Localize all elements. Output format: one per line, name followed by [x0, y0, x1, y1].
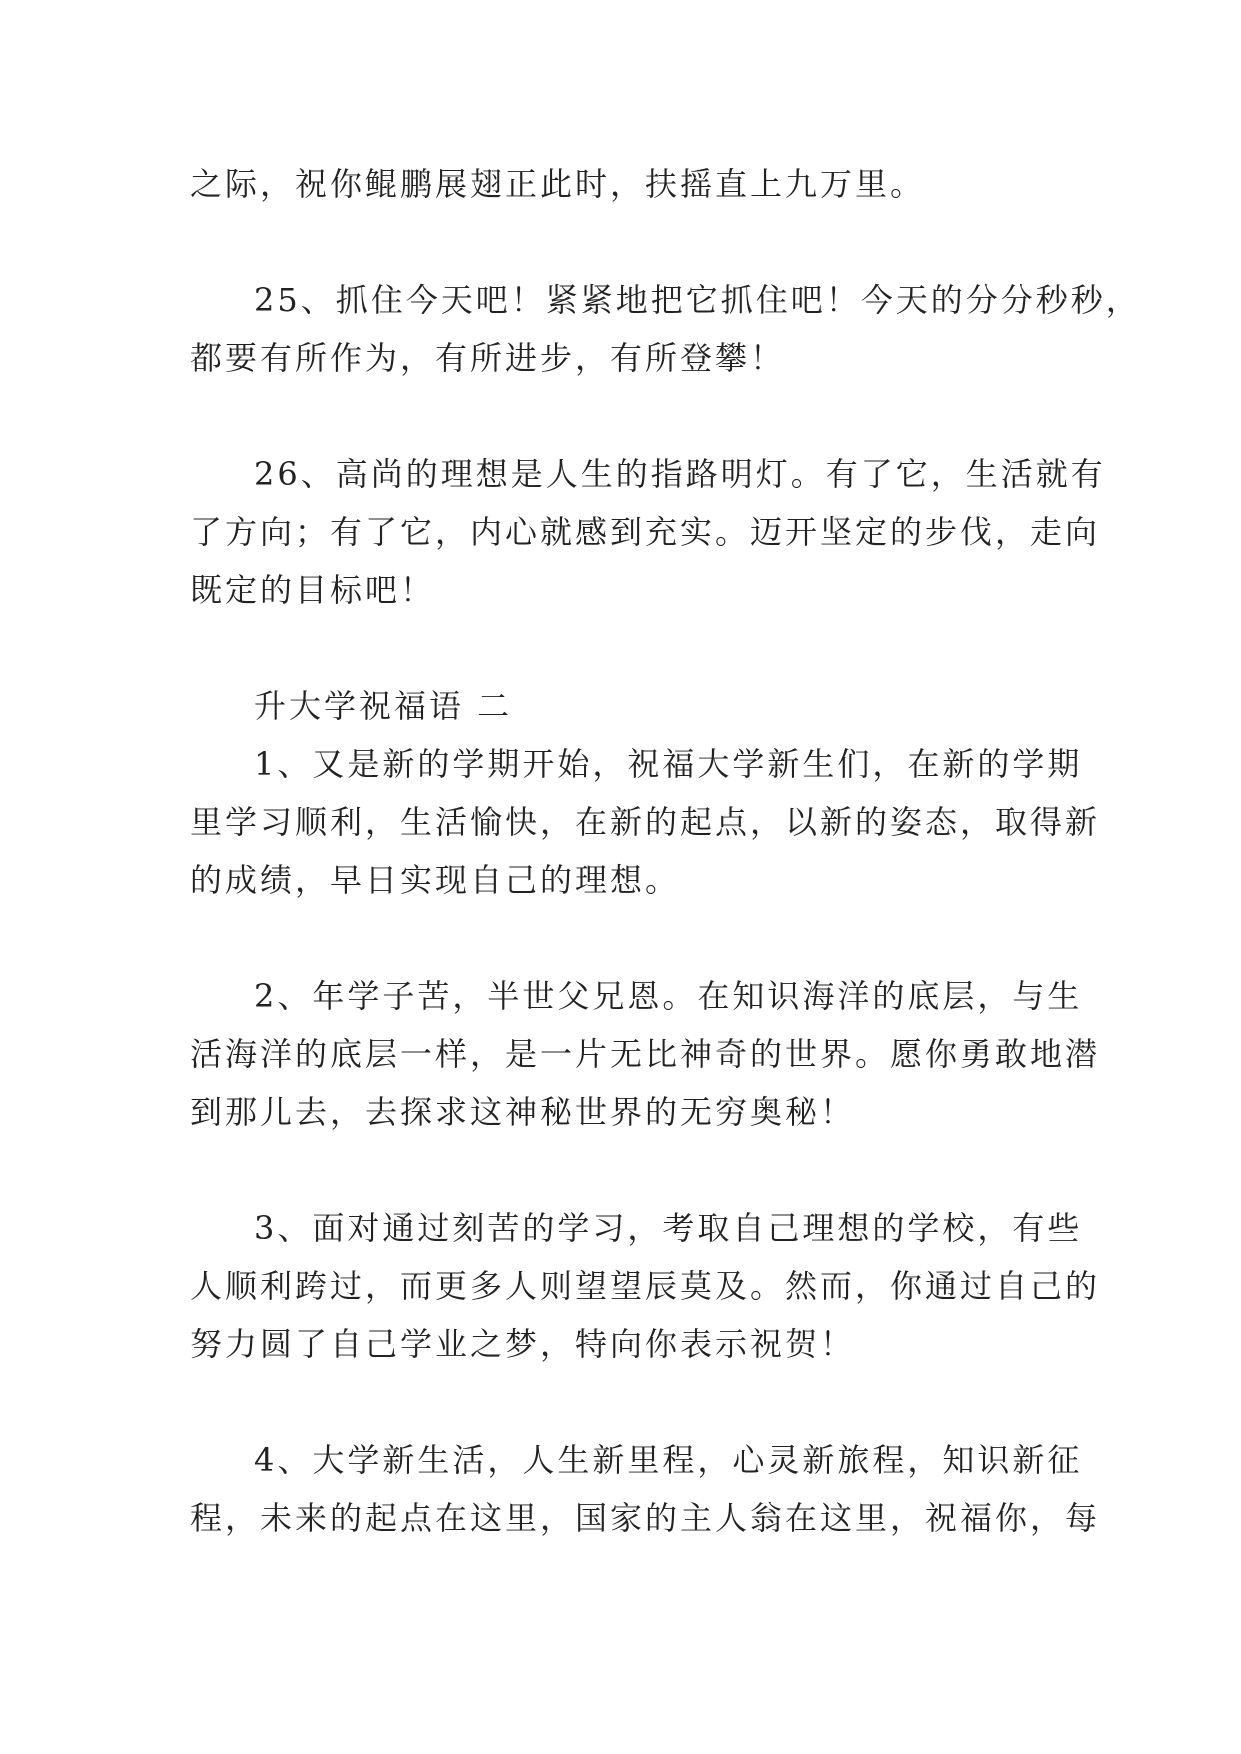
text-line: 1、又是新的学期开始，祝福大学新生们，在新的学期	[254, 745, 1083, 783]
paragraph-gap	[190, 619, 1090, 677]
paragraph-gap	[190, 387, 1090, 445]
text-line: 人顺利跨过，而更多人则望望辰莫及。然而，你通过自己的	[190, 1267, 1101, 1305]
text-line: 程，未来的起点在这里，国家的主人翁在这里，祝福你，每	[190, 1499, 1101, 1537]
paragraph-continuation	[190, 155, 1090, 213]
text-line: 3、面对通过刻苦的学习，考取自己理想的学校，有些	[254, 1209, 1083, 1247]
paragraph-gap	[190, 1141, 1090, 1199]
section-paragraph-4	[190, 1431, 1101, 1547]
paragraph-gap	[190, 1373, 1090, 1431]
section-paragraph-2	[190, 967, 1101, 1141]
paragraph-25	[190, 271, 1141, 387]
text-line: 里学习顺利，生活愉快，在新的起点，以新的姿态，取得新	[190, 803, 1101, 841]
section-paragraph-1	[190, 735, 1101, 909]
text-line: 活海洋的底层一样，是一片无比神奇的世界。愿你勇敢地潜	[190, 1035, 1101, 1073]
document-body	[190, 155, 1141, 1547]
text-line: 努力圆了自己学业之梦，特向你表示祝贺！	[190, 1325, 856, 1363]
text-line: 4、大学新生活，人生新里程，心灵新旅程，知识新征	[254, 1441, 1083, 1479]
text-line: 既定的目标吧！	[190, 571, 436, 609]
section-paragraph-3	[190, 1199, 1101, 1373]
text-line: 到那儿去，去探求这神秘世界的无穷奥秘！	[190, 1093, 856, 1131]
text-line: 2、年学子苦，半世父兄恩。在知识海洋的底层，与生	[254, 977, 1083, 1015]
text-line: 26、高尚的理想是人生的指路明灯。有了它，生活就有	[254, 455, 1106, 493]
text-line: 都要有所作为，有所进步，有所登攀！	[190, 339, 786, 377]
paragraph-26	[190, 445, 1106, 619]
paragraph-gap	[190, 213, 1090, 271]
text-line: 了方向；有了它，内心就感到充实。迈开坚定的步伐，走向	[190, 513, 1101, 551]
section-heading: 升大学祝福语 二	[254, 687, 513, 725]
text-line: 25、抓住今天吧！紧紧地把它抓住吧！今天的分分秒秒，	[254, 281, 1141, 319]
text-line: 的成绩，早日实现自己的理想。	[190, 861, 681, 899]
paragraph-gap	[190, 909, 1090, 967]
text-line: 之际，祝你鲲鹏展翅正此时，扶摇直上九万里。	[190, 165, 926, 203]
